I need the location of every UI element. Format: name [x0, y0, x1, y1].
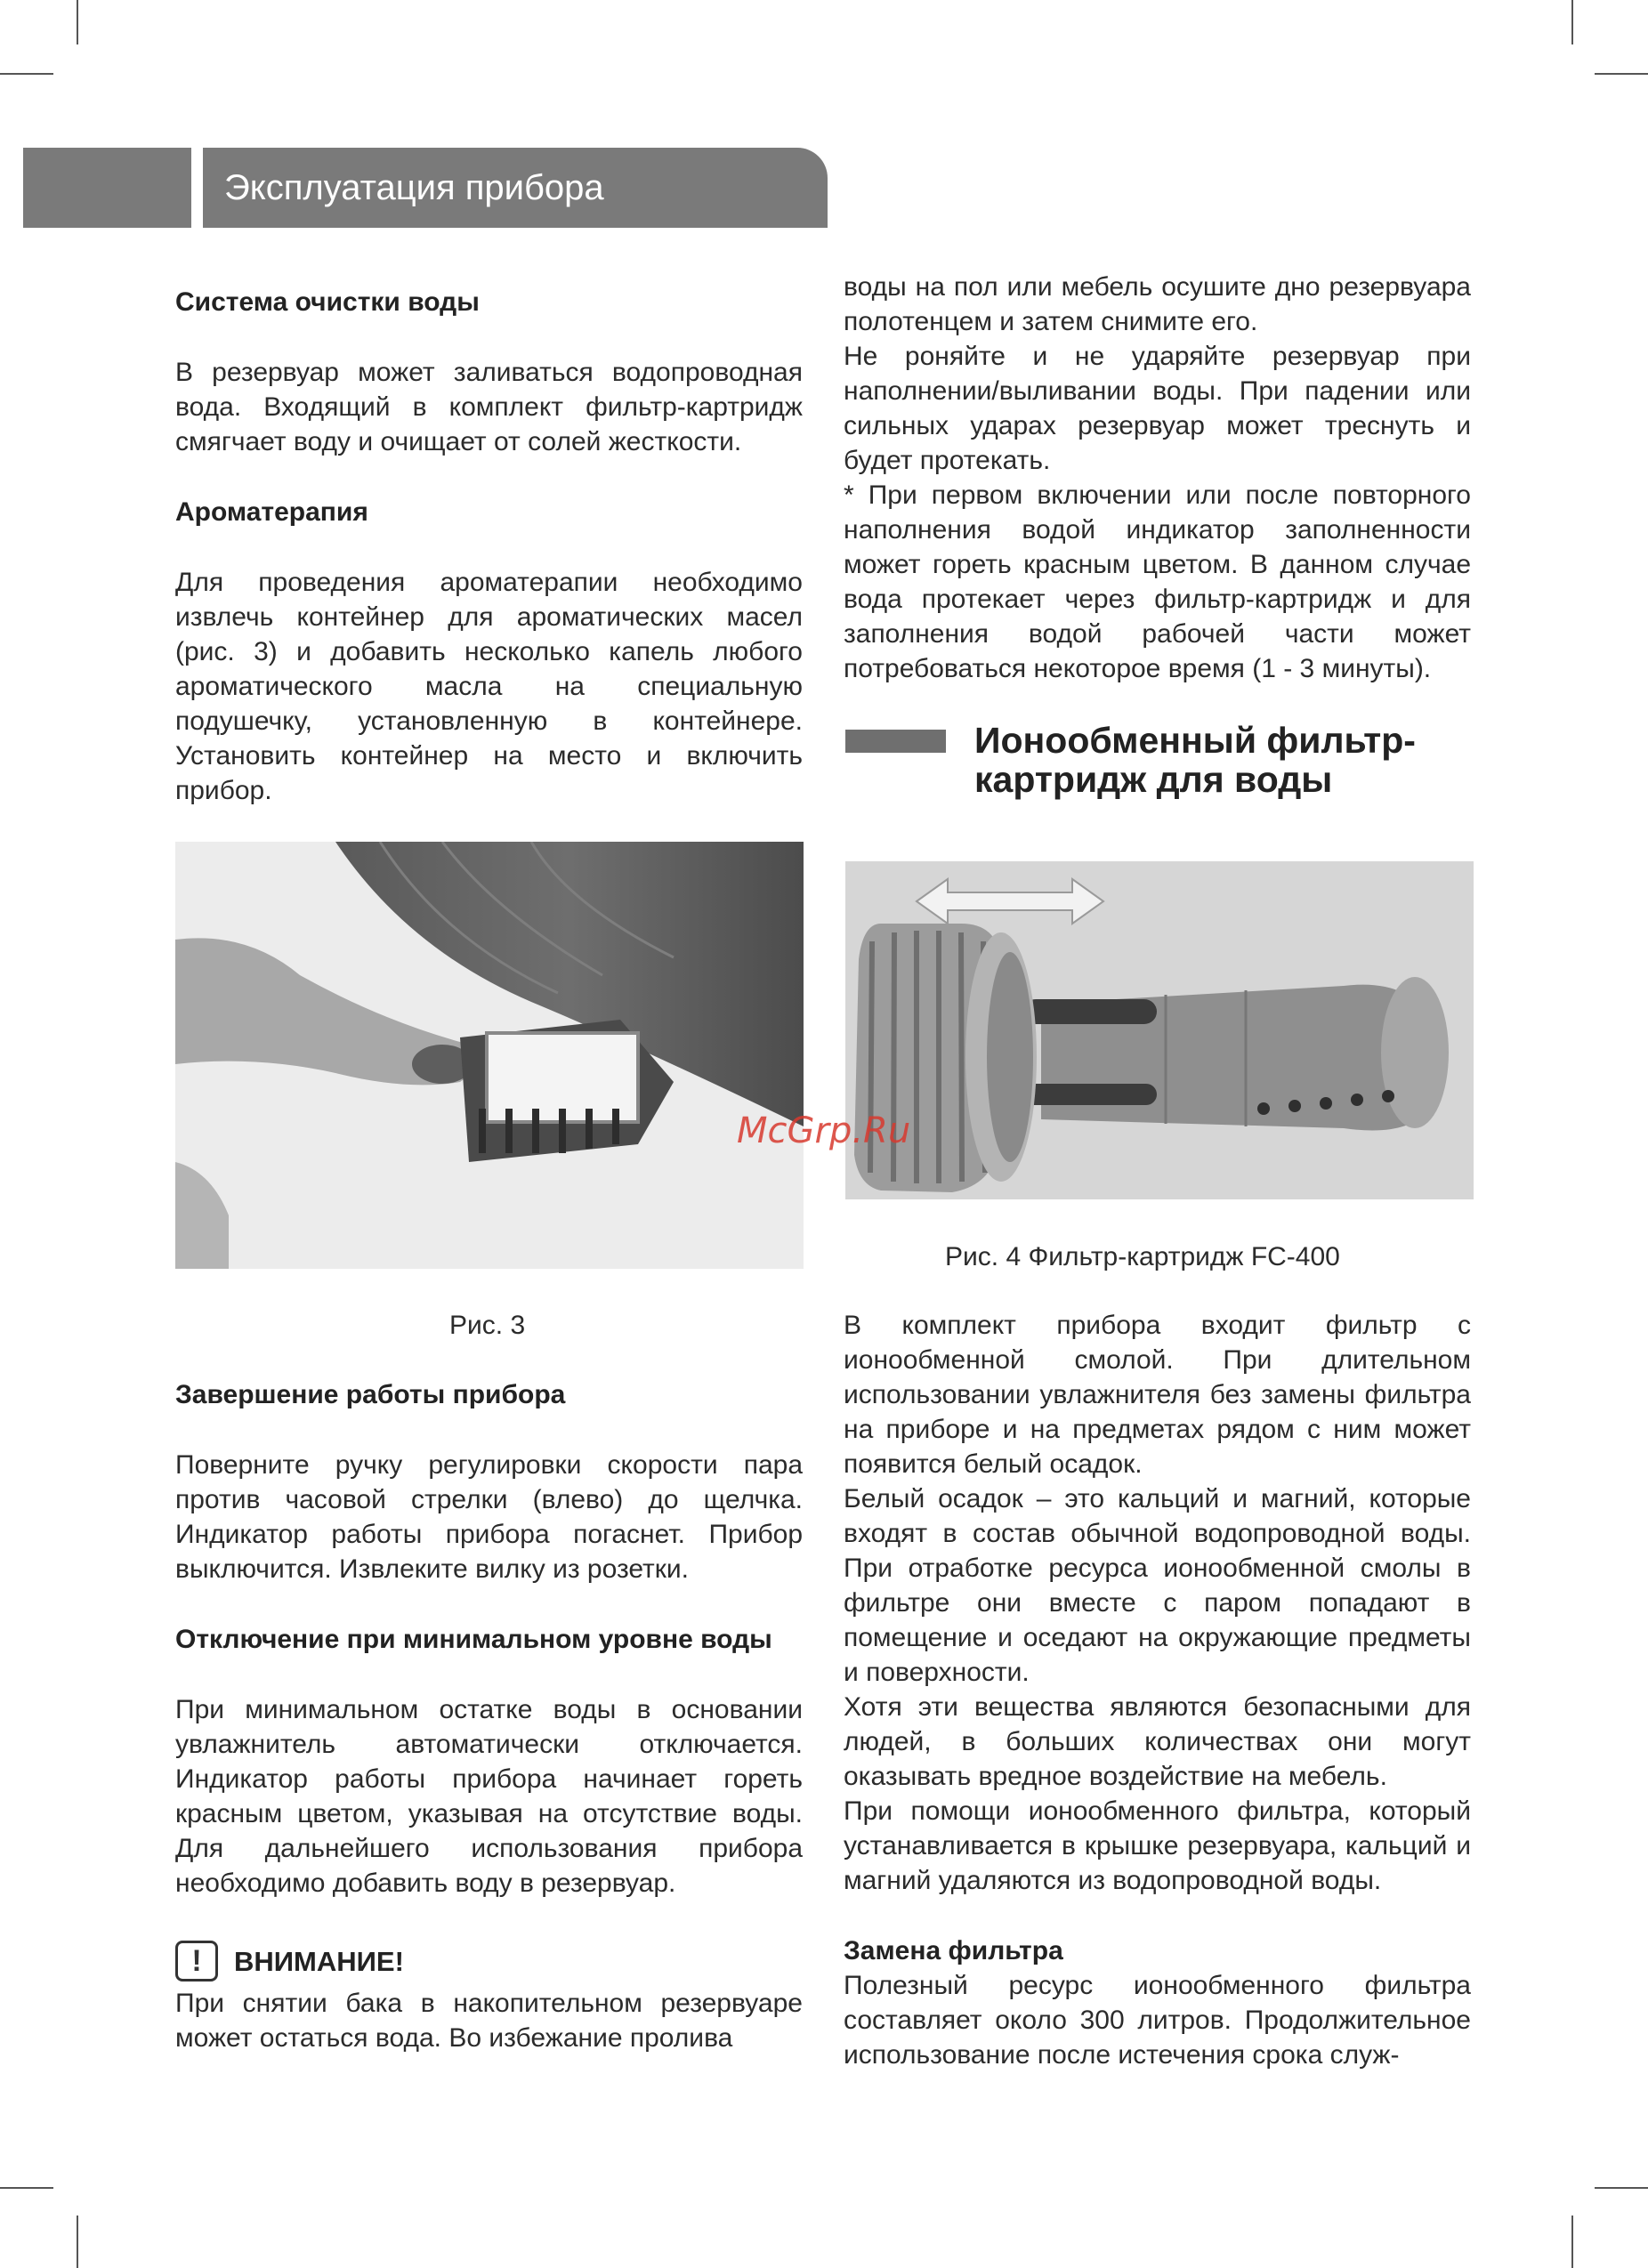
lowwater-text: При минимальном остатке воды в основании увлажнитель автоматически отключается. Индикатор работы прибора начинает гореть красным цветом, указывая на отсутствие воды. Для дальнейшего использования прибора необходимо добавить воду в резервуар.: [175, 1695, 803, 1898]
filter-text-2: Белый осадок – это кальций и магний, которые входят в состав обычной водопроводной воды. При отработке ресурса ионообменной смолы в фильтре они вместе с паром попадают в помещение и оседают на окружающие предметы и поверхности.: [844, 1484, 1471, 1687]
crop-mark: [0, 2187, 53, 2189]
lowwater-title: Отключение при минимальном уровне воды: [175, 1625, 772, 1654]
filter-section-title: Ионообменный фильтр-картридж для воды: [974, 720, 1416, 800]
crop-mark: [1571, 0, 1573, 44]
crop-mark: [0, 73, 53, 75]
aroma-text: Для проведения ароматерапии необходимо извлечь контейнер для ароматических масел (рис. 3) и добавить несколько капель любого ароматического масла на специальную подушечку, установленную в контейнере. Установить контейнер на место и включить прибор.: [175, 568, 803, 805]
continued-text-3: * При первом включении или после повторного наполнения водой индикатор заполненности может гореть красным цветом. В данном случае вода протекает через фильтр-картридж и для заполнения водой рабочей части может потребоваться некоторое время (1 - 3 минуты).: [844, 480, 1471, 683]
replace-title: Замена фильтра: [844, 1936, 1063, 1965]
page-title: Эксплуатация прибора: [224, 168, 604, 207]
warning-exclamation-icon: !: [175, 1941, 218, 1981]
shutdown-text: Поверните ручку регулировки скорости пара против часовой стрелки (влево) до щелчка. Индикатор работы прибора погаснет. Прибор выключится. Извлеките вилку из розетки.: [175, 1450, 803, 1584]
crop-mark: [1595, 73, 1648, 75]
figure-4-caption: Рис. 4 Фильтр-картридж FC-400: [945, 1242, 1340, 1271]
figure-3-photo: [175, 842, 804, 1269]
section-marker: [845, 730, 946, 753]
continued-text-2: Не роняйте и не ударяйте резервуар при наполнении/выливании воды. При падении или сильных ударах резервуар может треснуть и будет протекать.: [844, 342, 1471, 475]
crop-mark: [77, 2216, 78, 2268]
crop-mark: [1571, 2216, 1573, 2268]
water-text: В резервуар может заливаться водопроводная вода. Входящий в комплект фильтр-картридж смягчает воду и очищает от солей жесткости.: [175, 358, 803, 456]
water-title: Система очистки воды: [175, 287, 480, 317]
aroma-container-illustration: [175, 842, 804, 1269]
filter-cartridge-illustration: [845, 861, 1474, 1199]
page-header: [203, 148, 828, 228]
continued-text-1: воды на пол или мебель осушите дно резервуара полотенцем и затем снимите его.: [844, 272, 1471, 336]
shutdown-title: Завершение работы прибора: [175, 1380, 566, 1409]
right-column-top: [844, 270, 1471, 686]
header-block: [23, 148, 191, 228]
warning-title: ВНИМАНИЕ!: [234, 1945, 404, 1977]
watermark: McGrp.Ru: [737, 1110, 911, 1151]
filter-text-4: При помощи ионообменного фильтра, который устанавливается в крышке резервуара, кальций и магний удаляются из водопроводной воды.: [844, 1796, 1471, 1895]
filter-text-1: В комплект прибора входит фильтр с ионообменной смолой. При длительном использовании увлажнителя без замены фильтра на приборе и на предметах рядом с ним может появится белый осадок.: [844, 1311, 1471, 1479]
left-column-top: [175, 285, 803, 808]
figure-3-caption: Рис. 3: [449, 1311, 526, 1340]
warning-header: [175, 1936, 803, 1986]
warning-text: При снятии бака в накопительном резервуаре может остаться вода. Во избежание пролива: [175, 1989, 803, 2053]
figure-4-photo: [845, 861, 1474, 1199]
crop-mark: [1595, 2187, 1648, 2189]
aroma-title: Ароматерапия: [175, 497, 368, 527]
left-column-bottom: [175, 1377, 803, 2055]
crop-mark: [77, 0, 78, 44]
right-column-bottom: [844, 1308, 1471, 2072]
replace-text: Полезный ресурс ионообменного фильтра составляет около 300 литров. Продолжительное использование после истечения срока служ-: [844, 1971, 1471, 2070]
filter-text-3: Хотя эти вещества являются безопасными для людей, в больших количествах они могут оказывать вредное воздействие на мебель.: [844, 1692, 1471, 1791]
